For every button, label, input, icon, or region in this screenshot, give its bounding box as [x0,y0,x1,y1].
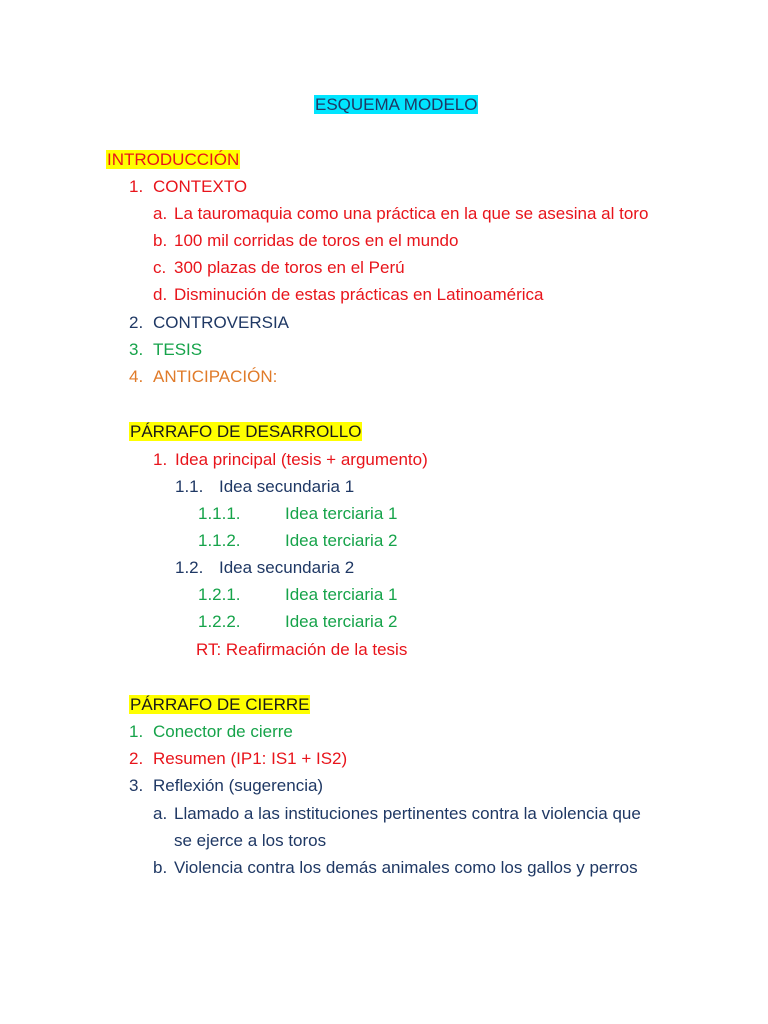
context-sub-item: a. La tauromaquia como una práctica en la que se asesina al toro [153,204,649,223]
secondary-idea: 1.2. Idea secundaria 2 [175,558,355,577]
intro-heading: INTRODUCCIÓN [107,150,240,169]
tertiary-idea: 1.2.1. Idea terciaria 1 [198,585,398,604]
intro-item-tesis: 3. TESIS [129,340,203,359]
closing-item: 2. Resumen (IP1: IS1 + IS2) [129,749,348,768]
secondary-idea: 1.1. Idea secundaria 1 [175,477,355,496]
development-main-idea: 1. Idea principal (tesis + argumento) [153,450,428,469]
page-title: ESQUEMA MODELO [315,95,478,114]
development-heading: PÁRRAFO DE DESARROLLO [130,422,362,441]
closing-heading: PÁRRAFO DE CIERRE [130,695,310,714]
tertiary-idea: 1.2.2. Idea terciaria 2 [198,612,398,631]
tertiary-idea: 1.1.1. Idea terciaria 1 [198,504,398,523]
tertiary-idea: 1.1.2. Idea terciaria 2 [198,531,398,550]
closing-item: 3. Reflexión (sugerencia) [129,776,324,795]
intro-item-controversia: 2. CONTROVERSIA [129,313,290,332]
context-sub-item: c. 300 plazas de toros en el Perú [153,258,405,277]
closing-item: 1. Conector de cierre [129,722,293,741]
reflection-sub-item: b. Violencia contra los demás animales como los gallos y perros [153,858,638,877]
intro-item-anticipacion: 4. ANTICIPACIÓN: [129,367,278,386]
context-sub-item: d. Disminución de estas prácticas en Latinoamérica [153,285,544,304]
reflection-sub-item-continuation: se ejerce a los toros [174,831,327,850]
intro-item-contexto: 1. CONTEXTO [129,177,248,196]
thesis-reaffirmation: RT: Reafirmación de la tesis [196,640,408,659]
context-sub-item: b. 100 mil corridas de toros en el mundo [153,231,459,250]
reflection-sub-item: a. Llamado a las instituciones pertinentes contra la violencia que [153,804,641,823]
